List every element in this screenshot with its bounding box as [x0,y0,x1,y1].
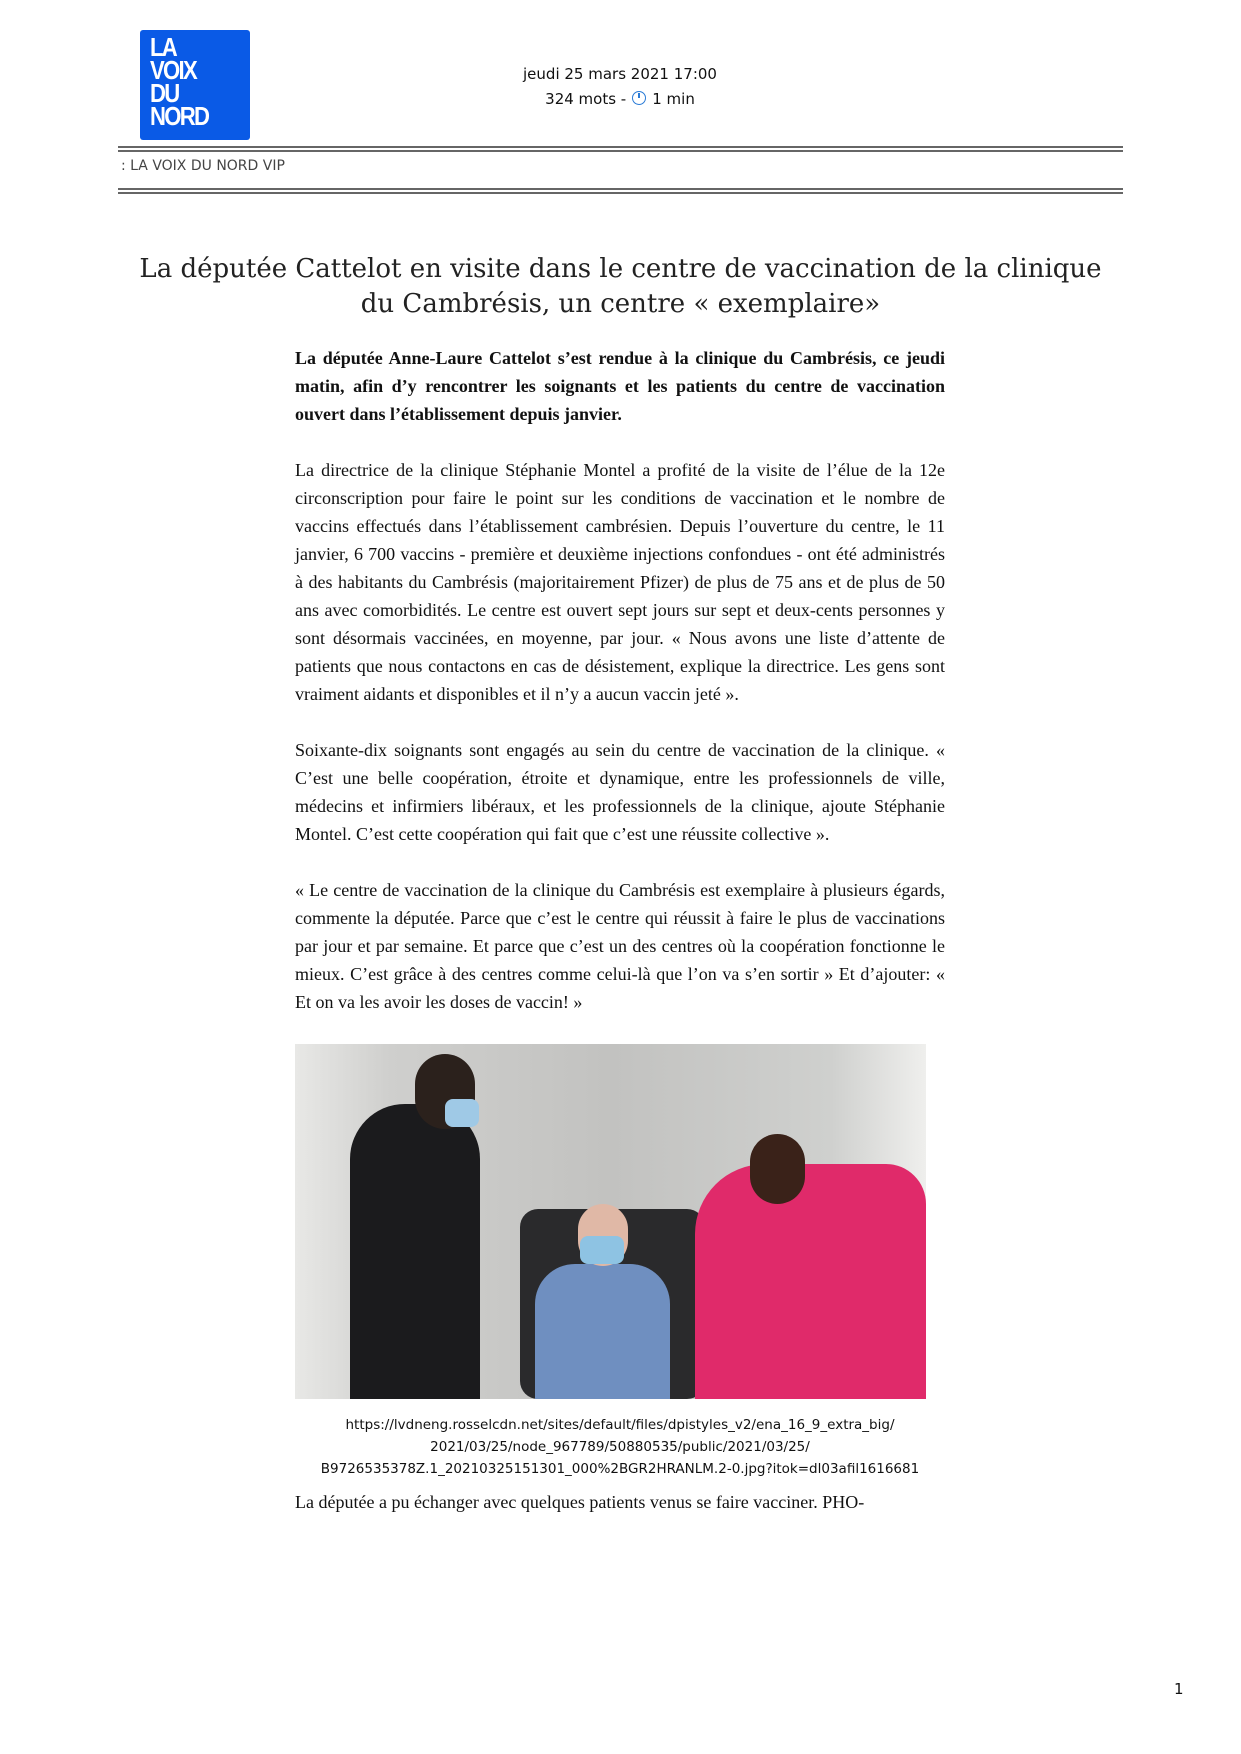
image-url-line: 2021/03/25/node_967789/50880535/public/2021/03/25/ [430,1439,810,1455]
publish-date: jeudi 25 mars 2021 17:00 [523,65,717,83]
photo-caption: La députée a pu échanger avec quelques patients venus se faire vacciner. PHO- [295,1492,865,1512]
article-body [295,344,945,1016]
source-label: : LA VOIX DU NORD VIP [121,158,285,174]
paragraph: Soixante-dix soignants sont engagés au sein du centre de vaccination de la clinique. « C’est une belle coopération, étroite et dynamique, entre les professionnels de ville, médecins et infirmiers libéraux, et les professionnels de la clinique, ajoute Stéphanie Montel. C’est cette coopération qui fait que c’est une réussite collective ». [295,740,945,844]
stopwatch-icon [632,91,646,105]
image-url [260,1414,980,1480]
word-count: 324 mots - [545,90,627,108]
reading-info [420,87,820,112]
article-photo [295,1044,926,1399]
article-title: La députée Cattelot en visite dans le centre de vaccination de la clinique du Cambrésis, un centre « exemplaire» [139,254,1102,319]
image-url-line: https://lvdneng.rosselcdn.net/sites/default/files/dpistyles_v2/ena_16_9_extra_big/ [345,1417,895,1433]
article-content [295,344,945,1516]
article-meta [420,62,820,112]
paragraph: La directrice de la clinique Stéphanie Montel a profité de la visite de l’élue de la 12e circonscription pour faire le point sur les conditions de vaccination et le nombre de vaccins effectués dans l’établissement cambrésien. Depuis l’ouverture du centre, le 11 janvier, 6 700 vaccins - première et deuxième injections confondues - ont été administrés à des habitants du Cambrésis (majoritairement Pfizer) de plus de 75 ans et de plus de 50 ans avec comorbidités. Le centre est ouvert sept jours sur sept et deux-cents personnes y sont désormais vaccinées, en moyenne, par jour. « Nous avons une liste d’attente de patients que nous contactons en cas de désistement, explique la directrice. Les gens sont vraiment aidants et disponibles et il n’y a aucun vaccin jeté ». [295,460,945,704]
header-divider-bottom [118,188,1123,194]
la-voix-du-nord-logo: LA VOIX DU NORD [140,30,250,140]
page-number: 1 [1174,1680,1184,1698]
image-url-line: B9726535378Z.1_20210325151301_000%2BGR2HRANLM.2-0.jpg?itok=dl03afil1616681 [320,1461,920,1477]
paragraph: « Le centre de vaccination de la clinique du Cambrésis est exemplaire à plusieurs égards, commente la députée. Parce que c’est le centre qui réussit à faire le plus de vaccinations par jour et par semaine. Et parce que c’est un des centres où la coopération fonctionne le mieux. C’est grâce à des centres comme celui-là que l’on va s’en sortir » Et d’ajouter: « Et on va les avoir les doses de vaccin! » [295,880,945,1012]
lead-paragraph: La députée Anne-Laure Cattelot s’est rendue à la clinique du Cambrésis, ce jeudi matin, afin d’y rencontrer les soignants et les patients du centre de vaccination ouvert dans l’établissement depuis janvier. [295,348,945,424]
header-divider-top [118,146,1123,152]
read-time: 1 min [652,90,695,108]
